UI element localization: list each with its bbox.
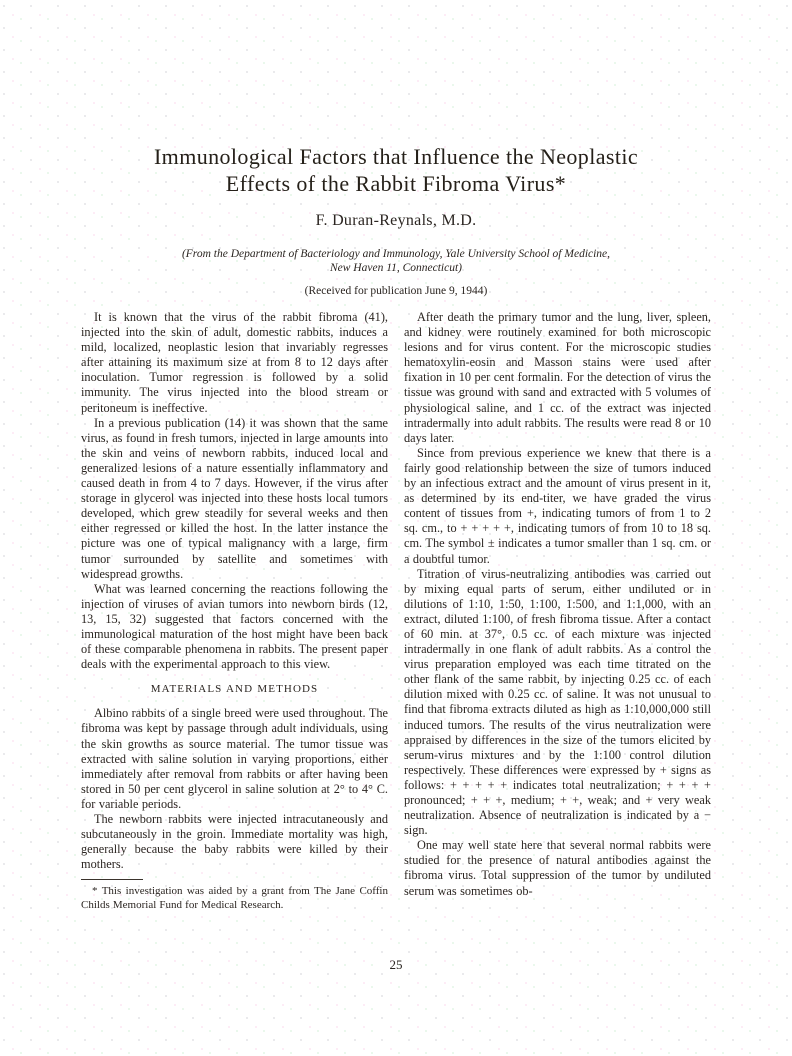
paragraph: Titration of virus-neutralizing antibodies was carried out by mixing equal parts of serum, either undiluted or in dilutions of 1:10, 1:50, 1:100, 1:500, and 1:1,000, with an extract, diluted 1:100, of fresh fibroma tissue. After a contact of 60 min. at 37°, 0.5 cc. of each mixture was injected intradermally in one flank of adult rabbits. As a control the virus preparation employed was each time titrated on the other flank of the same rabbit, by injecting 0.25 cc. of each dilution mixed with 0.25 cc. of saline. It was not unusual to find that fibroma extracts diluted as high as 1:10,000,000 still induced tumors. The results of the virus neutralization were appraised by differences in the size of the tumors elicited by serum-virus mixtures and by the 1:100 control dilution respectively. These differences were expressed by + signs as follows: + + + + + indicates total neutralization; + + + + pronounced; + + +, medium; + +, weak; and + very weak neutralization. Absence of neutralization is indicated by a − sign. [404,566,711,838]
paragraph: The newborn rabbits were injected intracutaneously and subcutaneously in the groin. Immediate mortality was high, generally because the baby rabbits were killed by their mothers. [81,812,388,872]
paragraph: Since from previous experience we knew that there is a fairly good relationship between the size of tumors induced by an infectious extract and the amount of virus present in it, as determined by its end-titer, we have graded the virus content of tissues from +, indicating tumors of from 1 to 2 sq. cm., to + + + + +, indicating tumors of from 10 to 18 sq. cm. The symbol ± indicates a tumor smaller than 1 sq. cm. or a doubtful tumor. [404,445,711,566]
paragraph: One may well state here that several normal rabbits were studied for the presence of natural antibodies against the fibroma virus. Total suppression of the tumor by undiluted serum was sometimes ob- [404,838,711,898]
two-column-body [81,310,711,913]
article-header [0,0,792,297]
section-heading-materials-and-methods: MATERIALS AND METHODS [150,683,319,696]
paragraph: Albino rabbits of a single breed were used throughout. The fibroma was kept by passage through adult individuals, using the skin growths as source material. The tumor tissue was extracted with saline solution in varying proportions, either immediately after removal from rabbits or after having been stored in 50 per cent glycerol in saline solution at 2° to 4° C. for variable periods. [81,706,388,811]
paragraph: After death the primary tumor and the lung, liver, spleen, and kidney were routinely examined for both microscopic lesions and for virus content. For the microscopic studies hematoxylin-eosin and Masson stains were used after fixation in 10 per cent formalin. For the detection of virus the tissue was ground with sand and extracted with 5 volumes of physiological saline, and 1 cc. of the extract was injected intradermally into adult rabbits. The results were read 8 or 10 days later. [404,310,711,445]
footnote: * This investigation was aided by a grant from The Jane Coffin Childs Memorial Fund for Medical Research. [81,885,388,912]
right-column [404,310,711,913]
article-title-line2: Effects of the Rabbit Fibroma Virus* [225,171,567,196]
paragraph: It is known that the virus of the rabbit fibroma (41), injected into the skin of adult, domestic rabbits, induces a mild, localized, neoplastic lesion that invariably regresses after attaining its maximum size at from 8 to 12 days after inoculation. Tumor regression is followed by a solid immunity. The virus injected into the blood stream or peritoneum is ineffective. [81,310,388,415]
footnote-divider [81,879,143,880]
paragraph: What was learned concerning the reactions following the injection of viruses of avian tumors into newborn birds (12, 13, 15, 32) suggested that factors concerned with the immunological maturation of the host might have been back of these comparable phenomena in rabbits. The present paper deals with the experimental approach to this view. [81,581,388,672]
article-title [0,143,792,197]
affiliation-line1: (From the Department of Bacteriology and Immunology, Yale University School of Medicine, [181,248,611,260]
article-title-line1: Immunological Factors that Influence the Neoplastic [153,144,639,169]
affiliation-line2: New Haven 11, Connecticut) [329,262,462,274]
affiliation [0,247,792,275]
left-column [81,310,388,913]
received-date-line: (Received for publication June 9, 1944) [304,285,488,297]
page-number: 25 [389,957,403,972]
author-name: F. Duran-Reynals, M.D. [315,212,477,229]
paragraph: In a previous publication (14) it was shown that the same virus, as found in fresh tumors, injected in large amounts into the skin and veins of newborn rabbits, induced local and generalized lesions of a nature essentially inflammatory and caused death in from 4 to 7 days. However, if the virus after storage in glycerol was injected into these hosts local tumors developed, which grew steadily for several weeks and then either regressed or killed the host. In the latter instance the picture was one of typical malignancy with a large, firm tumor surrounded by satellite and sometimes with widespread growths. [81,415,388,581]
